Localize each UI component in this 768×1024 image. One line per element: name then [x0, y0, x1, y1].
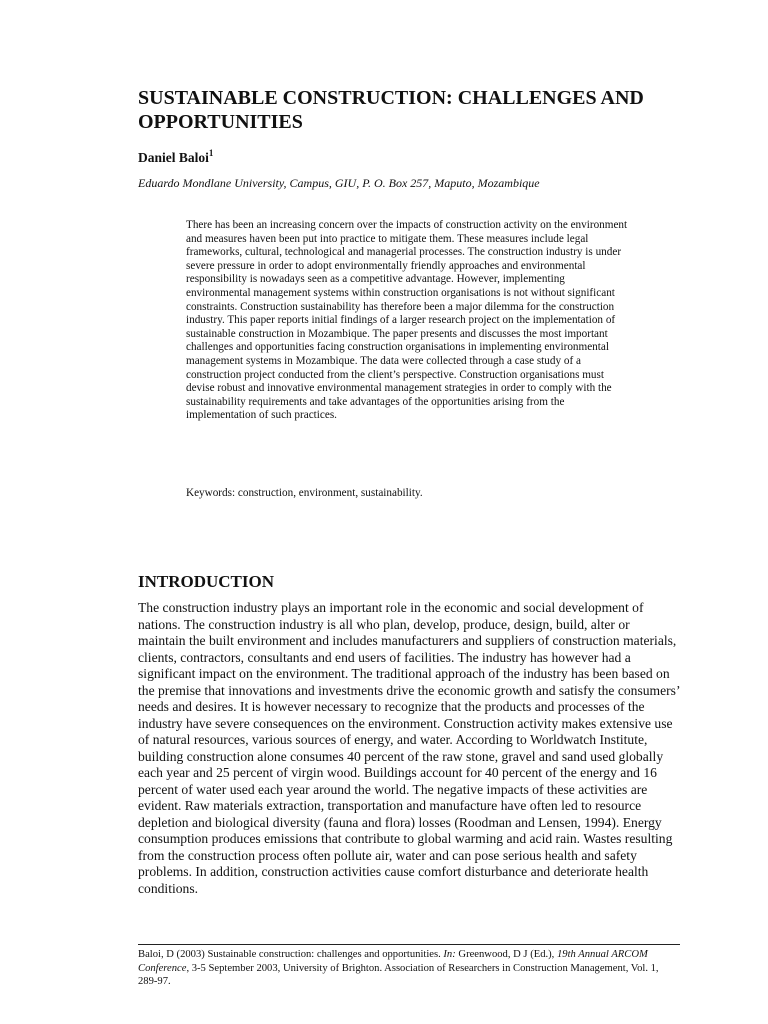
footnote-in-label: In:: [443, 949, 456, 960]
paper-title: SUSTAINABLE CONSTRUCTION: CHALLENGES AND OPPORTUNITIES: [138, 87, 644, 133]
author-name: Daniel Baloi: [138, 150, 209, 165]
author-affiliation: Eduardo Mondlane University, Campus, GIU, P. O. Box 257, Maputo, Mozambique: [138, 176, 540, 190]
section-heading-introduction: INTRODUCTION: [138, 572, 275, 591]
footnote-details: , 3-5 September 2003, University of Brighton. Association of Researchers in Construction Management, Vol. 1, 289-97.: [138, 962, 659, 987]
citation-footnote: [138, 948, 680, 989]
author-footnote-marker: 1: [208, 148, 214, 158]
abstract: There has been an increasing concern over the impacts of construction activity on the environment and measures haven been put into practice to mitigate them. These measures include legal frameworks, cultural, technological and managerial processes. The construction industry is under severe pressure in order to adopt environmentally friendly approaches and environmental responsibility is nowadays seen as a competitive advantage. However, implementing environmental management systems within construction organisations is not without significant constraints. Construction sustainability has therefore been a major dilemma for the construction industry. This paper reports initial findings of a larger research project on the implementation of sustainable construction in Mozambique. The paper presents and discusses the most important challenges and opportunities facing construction organisations in implementing environmental management systems in Mozambique. The data were collected through a case study of a construction project conducted from the client’s perspective. Construction organisations must devise robust and innovative environmental management strategies in order to comply with the sustainability requirements and take advantages of the opportunities arising from the implementation of such practices.: [186, 219, 628, 422]
footnote-rule: [138, 944, 680, 945]
keywords: Keywords: construction, environment, sustainability.: [186, 487, 423, 499]
footnote-editor: Greenwood, D J (Ed.),: [455, 949, 557, 960]
author-line: [138, 144, 213, 167]
footnote-conference-name: 19th Annual ARCOM Conference: [138, 949, 648, 974]
footnote-citation-part1: Baloi, D (2003) Sustainable construction: challenges and opportunities.: [138, 949, 444, 960]
introduction-paragraph: The construction industry plays an important role in the economic and social development of nations. The construction industry is all who plan, develop, produce, design, build, alter or maintain the built environment and includes manufacturers and suppliers of construction materials, clients, contractors, consultants and end users of facilities. The industry has however had a significant impact on the environment. The traditional approach of the industry has been based on the premise that innovations and investments drive the economic growth and satisfy the consumers’ needs and desires. It is however necessary to recognize that the products and processes of the industry have severe consequences on the environment. Construction activity makes extensive use of natural resources, various sources of energy, and water. According to Worldwatch Institute, building construction alone consumes 40 percent of the raw stone, gravel and sand used globally each year and 25 percent of virgin wood. Buildings account for 40 percent of the energy and 16 percent of water used each year around the world. The negative impacts of these activities are evident. Raw materials extraction, transportation and manufacture have often led to resource depletion and biological diversity (fauna and flora) losses (Roodman and Lensen, 1994). Energy consumption produces emissions that contribute to global warming and acid rain. Wastes resulting from the construction process often pollute air, water and can pose serious health and safety problems. In addition, construction activities cause comfort disturbance and deteriorate health conditions.: [138, 600, 680, 896]
